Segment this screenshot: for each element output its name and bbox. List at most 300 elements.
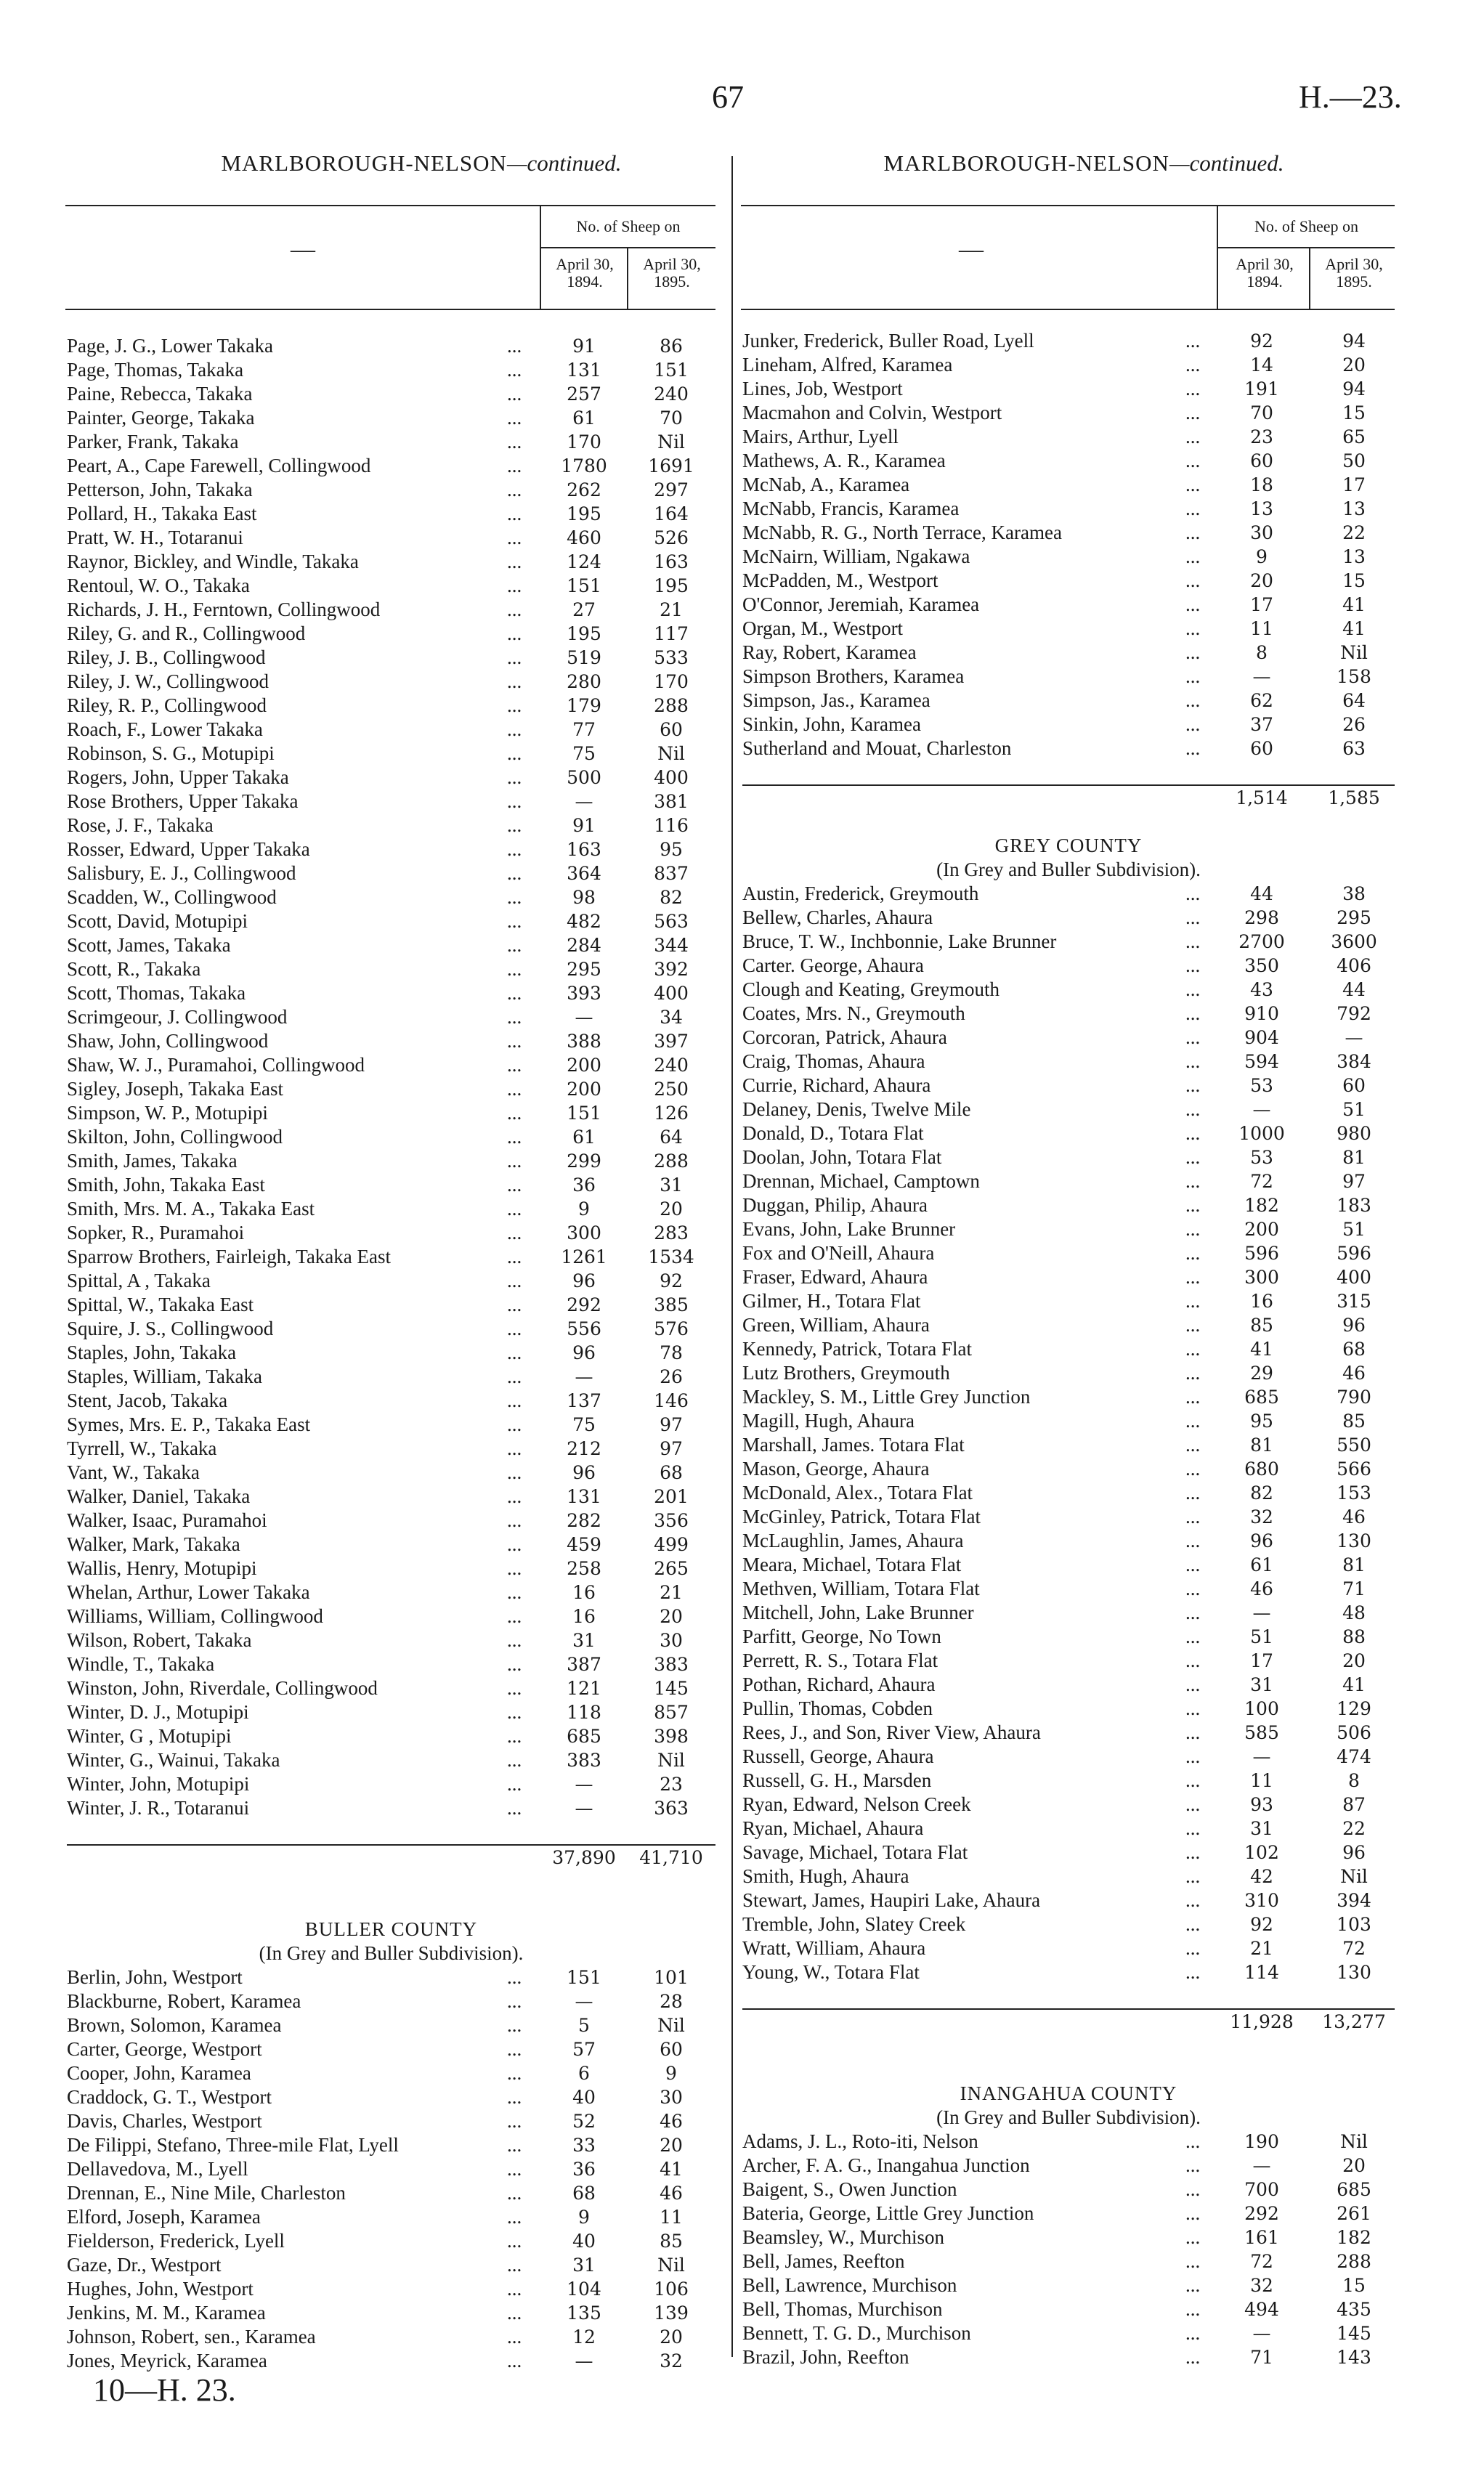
sheep-count-1895: 48 [1342, 1602, 1366, 1623]
leader-dots: ... [1185, 1650, 1201, 1671]
owner-name: McPadden, M., Westport [742, 569, 938, 591]
sheep-count-1895: 195 [654, 575, 689, 596]
table-row [67, 1413, 715, 1437]
table-row [742, 1169, 1395, 1193]
owner-name: Scott, R., Takaka [67, 958, 201, 980]
left-header-mid-rule [541, 247, 715, 248]
sheep-count-1894: 40 [572, 2231, 596, 2252]
owner-name: Salisbury, E. J., Collingwood [67, 862, 296, 884]
sheep-count-1894: — [575, 1366, 593, 1387]
table-row [742, 1817, 1395, 1841]
sheep-count-1894: 212 [567, 1438, 601, 1459]
sheep-count-1894: 910 [1244, 1003, 1279, 1024]
table-row [742, 1002, 1395, 1026]
sheep-count-1894: 9 [578, 1198, 590, 1220]
owner-name: Donald, D., Totara Flat [742, 1122, 924, 1144]
sheep-count-1895: 288 [654, 695, 689, 716]
owner-name: Wilson, Robert, Takaka [67, 1629, 252, 1651]
leader-dots: ... [1185, 1146, 1201, 1168]
leader-dots: ... [507, 2134, 522, 2156]
owner-name: Staples, John, Takaka [67, 1342, 237, 1363]
right-continued: —continued. [1169, 150, 1284, 176]
table-row [67, 1748, 715, 1772]
leader-dots: ... [1185, 522, 1201, 543]
sheep-count-1894: 32 [1250, 1506, 1273, 1527]
table-row [67, 2325, 715, 2349]
table-row [67, 861, 715, 885]
sheep-count-1894: 33 [572, 2135, 596, 2156]
table-row [67, 1724, 715, 1748]
table-row [742, 1601, 1395, 1625]
sheep-count-1894: 70 [1250, 402, 1273, 423]
sheep-count-1895: 68 [660, 1462, 683, 1483]
spacer-row [67, 1870, 715, 1894]
owner-name: Smith, Mrs. M. A., Takaka East [67, 1198, 315, 1220]
sheep-count-1894: 1,514 [1236, 787, 1288, 808]
sheep-count-1895: 170 [654, 671, 689, 692]
leader-dots: ... [507, 2302, 522, 2324]
sheep-count-1894: 124 [567, 551, 601, 572]
sheep-count-1894: 60 [1250, 738, 1273, 759]
owner-name: Mason, George, Ahaura [742, 1458, 930, 1480]
sheep-count-1894: 43 [1250, 979, 1273, 1000]
table-row [742, 1121, 1395, 1145]
leader-dots: ... [507, 1749, 522, 1771]
right-section-title [771, 150, 1396, 177]
owner-name: Craddock, G. T., Westport [67, 2086, 272, 2108]
owner-name: Carter. George, Ahaura [742, 954, 924, 976]
table-row [67, 2013, 715, 2037]
owner-name: Ryan, Michael, Ahaura [742, 1817, 924, 1839]
table-row [67, 718, 715, 742]
table-row [67, 550, 715, 574]
table-row [67, 574, 715, 598]
leader-dots: ... [1185, 1002, 1201, 1024]
table-row [742, 1241, 1395, 1265]
leader-dots: ... [1185, 1578, 1201, 1599]
sheep-count-1895: 980 [1337, 1123, 1371, 1144]
table-row [67, 454, 715, 478]
table-row [67, 1197, 715, 1221]
sheep-count-1895: 526 [654, 527, 689, 548]
leader-dots: ... [1185, 593, 1201, 615]
sheep-count-1895: 34 [660, 1007, 683, 1028]
table-row [742, 545, 1395, 569]
sheep-count-1895: 65 [1342, 426, 1366, 447]
sheep-count-1894: 310 [1244, 1890, 1279, 1911]
leader-dots: ... [507, 838, 522, 860]
leader-dots: ... [1185, 1362, 1201, 1384]
leader-dots: ... [507, 1102, 522, 1124]
sheep-count-1894: 680 [1244, 1458, 1279, 1480]
county-heading [742, 2082, 1395, 2106]
table-row [742, 1769, 1395, 1793]
table-row [67, 1077, 715, 1101]
spacer-row [67, 1820, 715, 1844]
sheep-count-1895: 41 [660, 2159, 683, 2180]
leader-dots: ... [1185, 2298, 1201, 2320]
table-row [67, 1293, 715, 1317]
sheep-count-1895: 72 [1342, 1938, 1366, 1959]
sheep-count-1894: 31 [572, 2255, 596, 2276]
leader-dots: ... [507, 2206, 522, 2228]
owner-name: Shaw, W. J., Puramahoi, Collingwood [67, 1054, 365, 1076]
owner-name: Organ, M., Westport [742, 617, 904, 639]
owner-name: Hughes, John, Westport [67, 2278, 254, 2300]
leader-dots: ... [1185, 1913, 1201, 1935]
right-header-top-rule [741, 205, 1395, 206]
sheep-count-1895: 94 [1342, 378, 1366, 399]
table-row [742, 1481, 1395, 1505]
sheep-count-1895: 356 [654, 1510, 689, 1531]
sheep-count-1894: 57 [572, 2039, 596, 2060]
county-subdivision: (In Grey and Buller Subdivision). [259, 1942, 524, 1964]
leader-dots: ... [507, 1605, 522, 1627]
sheep-count-1895: Nil [657, 743, 685, 764]
owner-name: Ryan, Edward, Nelson Creek [742, 1793, 971, 1815]
owner-name: Lutz Brothers, Greymouth [742, 1362, 950, 1384]
sheep-count-1894: 350 [1244, 955, 1279, 976]
left-header-top-rule [65, 205, 715, 206]
leader-dots: ... [1185, 1434, 1201, 1456]
table-row [67, 1485, 715, 1509]
owner-name: Coates, Mrs. N., Greymouth [742, 1002, 965, 1024]
leader-dots: ... [1185, 1410, 1201, 1432]
sheep-count-1895: 240 [654, 384, 689, 405]
owner-name: McNabb, Francis, Karamea [742, 498, 960, 519]
leader-dots: ... [1185, 713, 1201, 735]
leader-dots: ... [1185, 1817, 1201, 1839]
leader-dots: ... [1185, 1673, 1201, 1695]
leader-dots: ... [507, 2230, 522, 2252]
leader-dots: ... [1185, 2178, 1201, 2200]
spacer-row [742, 760, 1395, 784]
sheep-count-1894: 20 [1250, 570, 1273, 591]
sheep-count-1894: 16 [572, 1606, 596, 1627]
leader-dots: ... [507, 1653, 522, 1675]
leader-dots: ... [507, 622, 522, 644]
page-reference: H.—23. [1299, 79, 1402, 115]
sheep-count-1895: 20 [1342, 1650, 1366, 1671]
owner-name: Stent, Jacob, Takaka [67, 1389, 228, 1411]
owner-name: Richards, J. H., Ferntown, Collingwood [67, 599, 381, 620]
owner-name: Jones, Meyrick, Karamea [67, 2350, 267, 2372]
owner-name: De Filippi, Stefano, Three-mile Flat, Lyell [67, 2134, 399, 2156]
table-row [67, 406, 715, 430]
leader-dots: ... [507, 2278, 522, 2300]
sheep-count-1894: 151 [567, 575, 601, 596]
leader-dots: ... [507, 2014, 522, 2036]
sheep-count-1894: 300 [1244, 1267, 1279, 1288]
sheep-count-1894: 195 [567, 623, 601, 644]
sheep-count-1895: 22 [1342, 522, 1366, 543]
leader-dots: ... [507, 1725, 522, 1747]
county-heading [67, 1918, 715, 1942]
sheep-count-1895: 381 [654, 791, 689, 812]
page-footer: 10—H. 23. [93, 2372, 236, 2408]
sheep-count-1895: 250 [654, 1079, 689, 1100]
sheep-count-1894: 6 [578, 2063, 590, 2084]
leader-dots: ... [507, 383, 522, 405]
sheep-count-1894: 85 [1250, 1315, 1273, 1336]
owner-name: Beamsley, W., Murchison [742, 2226, 944, 2248]
table-row [67, 670, 715, 694]
sheep-count-1894: 30 [1250, 522, 1273, 543]
sheep-count-1894: 16 [1250, 1291, 1273, 1312]
sheep-count-1895: 60 [660, 2039, 683, 2060]
owner-name: Elford, Joseph, Karamea [67, 2206, 261, 2228]
leader-dots: ... [507, 1150, 522, 1172]
leader-dots: ... [507, 1509, 522, 1531]
owner-name: Brazil, John, Reefton [742, 2346, 909, 2368]
owner-name: Winter, G., Wainui, Takaka [67, 1749, 280, 1771]
owner-name: McNabb, R. G., North Terrace, Karamea [742, 522, 1062, 543]
leader-dots: ... [507, 527, 522, 548]
owner-name: Riley, J. B., Collingwood [67, 646, 266, 668]
sheep-count-1895: 130 [1337, 1962, 1371, 1983]
sheep-count-1895: 385 [654, 1294, 689, 1315]
owner-name: Walker, Isaac, Puramahoi [67, 1509, 267, 1531]
owner-name: Riley, R. P., Collingwood [67, 694, 267, 716]
owner-name: Kennedy, Patrick, Totara Flat [742, 1338, 973, 1360]
table-row [742, 665, 1395, 689]
sheep-count-1895: — [1345, 1027, 1363, 1048]
sheep-count-1895: 51 [1342, 1219, 1366, 1240]
sheep-count-1894: 31 [1250, 1818, 1273, 1839]
owner-name: Riley, G. and R., Collingwood [67, 622, 306, 644]
sheep-count-1895: 596 [1337, 1243, 1371, 1264]
sheep-count-1895: 383 [654, 1654, 689, 1675]
sheep-count-1894: — [575, 1774, 593, 1795]
leader-dots: ... [507, 1773, 522, 1795]
leader-dots: ... [507, 1366, 522, 1387]
owner-name: Fielderson, Frederick, Lyell [67, 2230, 285, 2252]
leader-dots: ... [1185, 1218, 1201, 1240]
sheep-count-1894: 151 [567, 1103, 601, 1124]
table-row [67, 1365, 715, 1389]
table-row [742, 1721, 1395, 1745]
table-row [67, 2157, 715, 2181]
owner-name: Cooper, John, Karamea [67, 2062, 251, 2084]
table-row [67, 981, 715, 1005]
sheep-count-1894: 72 [1250, 1171, 1273, 1192]
leader-dots: ... [507, 359, 522, 381]
sheep-count-1894: 393 [567, 983, 601, 1004]
county-name: INANGAHUA COUNTY [960, 2082, 1177, 2104]
table-row [742, 1529, 1395, 1553]
sheep-count-1895: 38 [1342, 883, 1366, 904]
leader-dots: ... [507, 1533, 522, 1555]
sheep-count-1895: 288 [654, 1151, 689, 1172]
table-row [67, 1628, 715, 1652]
sheep-count-1895: 44 [1342, 979, 1366, 1000]
sheep-count-1894: 904 [1244, 1027, 1279, 1048]
sheep-count-1895: 344 [654, 935, 689, 956]
table-row [67, 478, 715, 502]
left-section-name: MARLBOROUGH-NELSON [221, 150, 507, 176]
sheep-count-1895: 78 [660, 1342, 683, 1363]
owner-name: Winter, D. J., Motupipi [67, 1701, 249, 1723]
leader-dots: ... [1185, 641, 1201, 663]
owner-name: Bell, Lawrence, Murchison [742, 2274, 957, 2296]
owner-name: Rose Brothers, Upper Takaka [67, 790, 299, 812]
sheep-count-1894: 91 [572, 815, 596, 836]
table-row [67, 1173, 715, 1197]
leader-dots: ... [507, 694, 522, 716]
sheep-count-1894: 37,890 [552, 1847, 616, 1868]
sheep-count-1894: 91 [572, 336, 596, 357]
leader-dots: ... [507, 503, 522, 524]
sheep-count-1895: 20 [660, 1198, 683, 1220]
sheep-count-1895: 46 [660, 2111, 683, 2132]
sheep-count-1895: 164 [654, 503, 689, 524]
table-row [742, 1098, 1395, 1121]
table-row [67, 1604, 715, 1628]
sheep-count-1894: 459 [567, 1534, 601, 1555]
sheep-count-1895: 400 [654, 767, 689, 788]
sheep-count-1895: 41 [1342, 618, 1366, 639]
sheep-count-1894: 131 [567, 360, 601, 381]
sheep-count-1894: 29 [1250, 1363, 1273, 1384]
leader-dots: ... [507, 742, 522, 764]
sheep-count-1895: 550 [1337, 1435, 1371, 1456]
owner-name: Mackley, S. M., Little Grey Junction [742, 1386, 1031, 1408]
table-row [67, 2277, 715, 2301]
sheep-count-1895: 130 [1337, 1530, 1371, 1551]
sheep-count-1894: 179 [567, 695, 601, 716]
owner-name: Magill, Hugh, Ahaura [742, 1410, 915, 1432]
leader-dots: ... [507, 934, 522, 956]
table-row [67, 334, 715, 358]
leader-dots: ... [507, 335, 522, 357]
leader-dots: ... [507, 2350, 522, 2372]
owner-name: Sinkin, John, Karamea [742, 713, 921, 735]
leader-dots: ... [1185, 1482, 1201, 1504]
sheep-count-1894: 585 [1244, 1722, 1279, 1743]
sheep-count-1895: 23 [660, 1774, 683, 1795]
leader-dots: ... [1185, 2274, 1201, 2296]
sheep-count-1894: 96 [1250, 1530, 1273, 1551]
owner-name: Fraser, Edward, Ahaura [742, 1266, 928, 1288]
table-row [67, 1245, 715, 1269]
table-row [67, 1269, 715, 1293]
owner-name: Shaw, John, Collingwood [67, 1030, 269, 1052]
sheep-count-1894: 2700 [1238, 931, 1285, 952]
table-row [742, 1649, 1395, 1673]
owner-name: Pratt, W. H., Totaranui [67, 527, 243, 548]
owner-name: McGinley, Patrick, Totara Flat [742, 1506, 981, 1527]
leader-dots: ... [507, 1078, 522, 1100]
sheep-count-1894: 1261 [561, 1246, 607, 1267]
owner-name: Macmahon and Colvin, Westport [742, 402, 1002, 423]
sheep-count-1894: 494 [1244, 2299, 1279, 2320]
sheep-count-1894: — [1252, 1746, 1271, 1767]
table-row [742, 1888, 1395, 1912]
table-row [742, 1697, 1395, 1721]
sheep-count-1895: 21 [660, 1582, 683, 1603]
leader-dots: ... [507, 479, 522, 500]
leader-dots: ... [507, 1966, 522, 1988]
owner-name: Tremble, John, Slatey Creek [742, 1913, 966, 1935]
sheep-count-1895: 101 [654, 1967, 689, 1988]
table-row [67, 622, 715, 646]
leader-dots: ... [1185, 1242, 1201, 1264]
leader-dots: ... [1185, 1026, 1201, 1048]
owner-name: Ray, Robert, Karamea [742, 641, 917, 663]
sheep-count-1895: 63 [1342, 738, 1366, 759]
sheep-count-1895: 576 [654, 1318, 689, 1339]
owner-name: Scrimgeour, J. Collingwood [67, 1006, 288, 1028]
sheep-count-1895: 566 [1337, 1458, 1371, 1480]
right-col-group-header: No. of Sheep on [1254, 217, 1358, 235]
leader-dots: ... [1185, 1697, 1201, 1719]
sheep-count-1895: 50 [1342, 450, 1366, 471]
sheep-count-1894: 258 [567, 1558, 601, 1579]
table-row [742, 569, 1395, 593]
owner-name: Bellew, Charles, Ahaura [742, 906, 933, 928]
sheep-count-1895: 68 [1342, 1339, 1366, 1360]
total-row [67, 1844, 715, 1870]
sheep-count-1895: 315 [1337, 1291, 1371, 1312]
table-row [742, 641, 1395, 665]
sheep-count-1894: 195 [567, 503, 601, 524]
sheep-count-1894: 8 [1256, 642, 1268, 663]
table-row [67, 742, 715, 766]
owner-name: Simpson, Jas., Karamea [742, 689, 930, 711]
sheep-count-1894: 51 [1250, 1626, 1273, 1647]
sheep-count-1894: — [575, 1798, 593, 1819]
table-row [67, 957, 715, 981]
sheep-count-1894: 1000 [1238, 1123, 1285, 1144]
leader-dots: ... [1185, 1530, 1201, 1551]
table-row [742, 1193, 1395, 1217]
sheep-count-1894: 161 [1244, 2227, 1279, 2248]
leader-dots: ... [507, 575, 522, 596]
table-row [742, 2226, 1395, 2249]
sheep-count-1894: 14 [1250, 354, 1273, 376]
table-row [67, 933, 715, 957]
sheep-count-1895: 406 [1337, 955, 1371, 976]
table-row [742, 497, 1395, 521]
table-row [742, 1841, 1395, 1865]
table-row [67, 526, 715, 550]
table-row [742, 1026, 1395, 1050]
sheep-count-1894: 75 [572, 1414, 596, 1435]
sheep-count-1894: 18 [1250, 474, 1273, 495]
table-row [742, 2202, 1395, 2226]
sheep-count-1895: 85 [660, 2231, 683, 2252]
leader-dots: ... [1185, 1074, 1201, 1096]
owner-name: Spittal, W., Takaka East [67, 1294, 254, 1315]
owner-name: Craig, Thomas, Ahaura [742, 1050, 925, 1072]
owner-name: Rentoul, W. O., Takaka [67, 575, 250, 596]
owner-name: Petterson, John, Takaka [67, 479, 253, 500]
owner-name: Smith, James, Takaka [67, 1150, 238, 1172]
county-subdivision: (In Grey and Buller Subdivision). [936, 2106, 1201, 2128]
sheep-count-1895: 41,710 [639, 1847, 703, 1868]
leader-dots: ... [1185, 665, 1201, 687]
owner-name: Winter, G , Motupipi [67, 1725, 232, 1747]
table-row [742, 2321, 1395, 2345]
sheep-count-1894: 190 [1244, 2131, 1279, 2152]
sheep-count-1894: 96 [572, 1342, 596, 1363]
leader-dots: ... [507, 407, 522, 429]
table-row [67, 2301, 715, 2325]
sheep-count-1895: 363 [654, 1798, 689, 1819]
leader-dots: ... [507, 1389, 522, 1411]
owner-name: Brown, Solomon, Karamea [67, 2014, 282, 2036]
leader-dots: ... [507, 431, 522, 453]
